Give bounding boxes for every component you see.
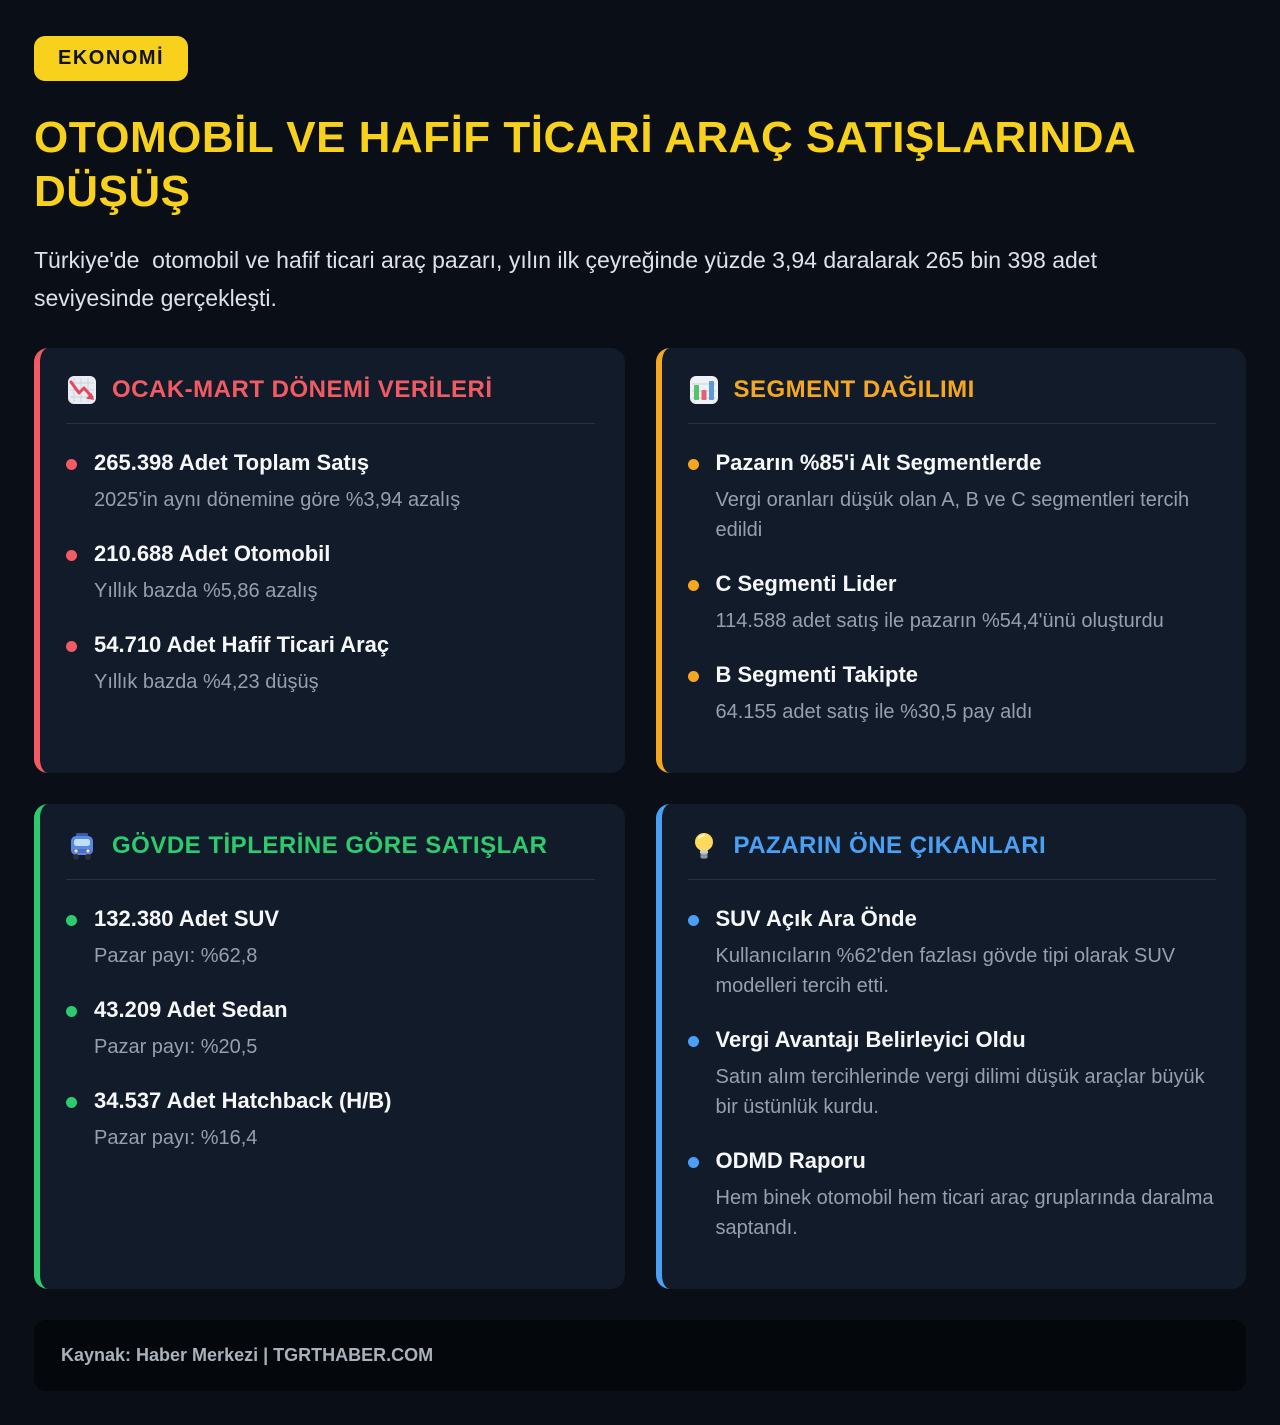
source-text: Kaynak: Haber Merkezi | TGRTHABER.COM	[61, 1345, 434, 1366]
card-period-data	[34, 348, 625, 773]
card-segment-distribution	[656, 348, 1247, 773]
card-title: SEGMENT DAĞILIMI	[733, 376, 975, 404]
list-item	[688, 450, 1217, 545]
item-detail: 114.588 adet satış ile pazarın %54,4'ünü oluşturdu	[715, 610, 1164, 633]
bullet-dot	[66, 1006, 77, 1017]
card-header	[688, 374, 1217, 406]
category-badge: EKONOMİ	[34, 36, 188, 81]
list-item	[688, 906, 1217, 1001]
item-heading: Pazarın %85'i Alt Segmentlerde	[715, 450, 1042, 476]
item-heading: 265.398 Adet Toplam Satış	[94, 450, 370, 476]
card-title: PAZARIN ÖNE ÇIKANLARI	[733, 832, 1047, 860]
car-icon	[66, 830, 98, 862]
item-detail: Vergi oranları düşük olan A, B ve C segmentleri tercih edildi	[715, 489, 1190, 542]
card-title: OCAK-MART DÖNEMİ VERİLERİ	[112, 376, 493, 404]
bullet-dot	[688, 580, 699, 591]
list-item	[688, 571, 1217, 636]
item-detail: Kullanıcıların %62'den fazlası gövde tipi olarak SUV modelleri tercih etti.	[715, 945, 1176, 998]
divider	[66, 423, 595, 424]
item-detail: Pazar payı: %20,5	[94, 1036, 258, 1059]
intro-paragraph: Türkiye'de otomobil ve hafif ticari araç pazarı, yılın ilk çeyreğinde yüzde 3,94 daralarak 265 bin 398 adet seviyesinde gerçekleşti.	[34, 247, 1104, 312]
list-item	[66, 541, 595, 606]
list-item	[66, 1088, 595, 1153]
divider	[688, 879, 1217, 880]
bullet-dot	[66, 459, 77, 470]
bullet-dot	[66, 1097, 77, 1108]
card-body-types	[34, 804, 625, 1289]
card-header	[688, 830, 1217, 862]
bullet-dot	[688, 915, 699, 926]
cards-grid	[34, 348, 1246, 1289]
bullet-dot	[66, 550, 77, 561]
item-heading: C Segmenti Lider	[715, 571, 897, 597]
item-heading: 210.688 Adet Otomobil	[94, 541, 331, 567]
item-heading: 132.380 Adet SUV	[94, 906, 280, 932]
card-header	[66, 374, 595, 406]
list-item	[66, 450, 595, 515]
item-detail: Pazar payı: %62,8	[94, 945, 258, 968]
divider	[688, 423, 1217, 424]
bullet-dot	[688, 459, 699, 470]
item-heading: ODMD Raporu	[715, 1148, 866, 1174]
card-header	[66, 830, 595, 862]
page-title: OTOMOBİL VE HAFİF TİCARİ ARAÇ SATIŞLARINDA DÜŞÜŞ	[34, 113, 1135, 216]
item-detail: 64.155 adet satış ile %30,5 pay aldı	[715, 701, 1033, 724]
card-title: GÖVDE TİPLERİNE GÖRE SATIŞLAR	[112, 832, 548, 860]
item-detail: Yıllık bazda %4,23 düşüş	[94, 671, 319, 694]
list-item	[688, 1148, 1217, 1243]
item-heading: SUV Açık Ara Önde	[715, 906, 917, 932]
lightbulb-icon	[688, 830, 720, 862]
list-item	[688, 662, 1217, 727]
bullet-dot	[688, 671, 699, 682]
item-heading: 43.209 Adet Sedan	[94, 997, 288, 1023]
item-detail: Hem binek otomobil hem ticari araç gruplarında daralma saptandı.	[715, 1187, 1214, 1240]
item-heading: 34.537 Adet Hatchback (H/B)	[94, 1088, 392, 1114]
item-heading: B Segmenti Takipte	[715, 662, 919, 688]
item-detail: Yıllık bazda %5,86 azalış	[94, 580, 318, 603]
bullet-dot	[688, 1036, 699, 1047]
item-detail: Satın alım tercihlerinde vergi dilimi düşük araçlar büyük bir üstünlük kurdu.	[715, 1066, 1205, 1119]
bullet-dot	[66, 915, 77, 926]
item-detail: Pazar payı: %16,4	[94, 1127, 258, 1150]
list-item	[66, 906, 595, 971]
source-bar	[34, 1320, 1246, 1391]
bullet-dot	[688, 1157, 699, 1168]
bar-chart-icon	[688, 374, 720, 406]
list-item	[66, 632, 595, 697]
bullet-dot	[66, 641, 77, 652]
item-detail: 2025'in aynı dönemine göre %3,94 azalış	[94, 489, 461, 512]
list-item	[66, 997, 595, 1062]
list-item	[688, 1027, 1217, 1122]
divider	[66, 879, 595, 880]
chart-decreasing-icon	[66, 374, 98, 406]
item-heading: 54.710 Adet Hafif Ticari Araç	[94, 632, 390, 658]
card-market-highlights	[656, 804, 1247, 1289]
item-heading: Vergi Avantajı Belirleyici Oldu	[715, 1027, 1026, 1053]
